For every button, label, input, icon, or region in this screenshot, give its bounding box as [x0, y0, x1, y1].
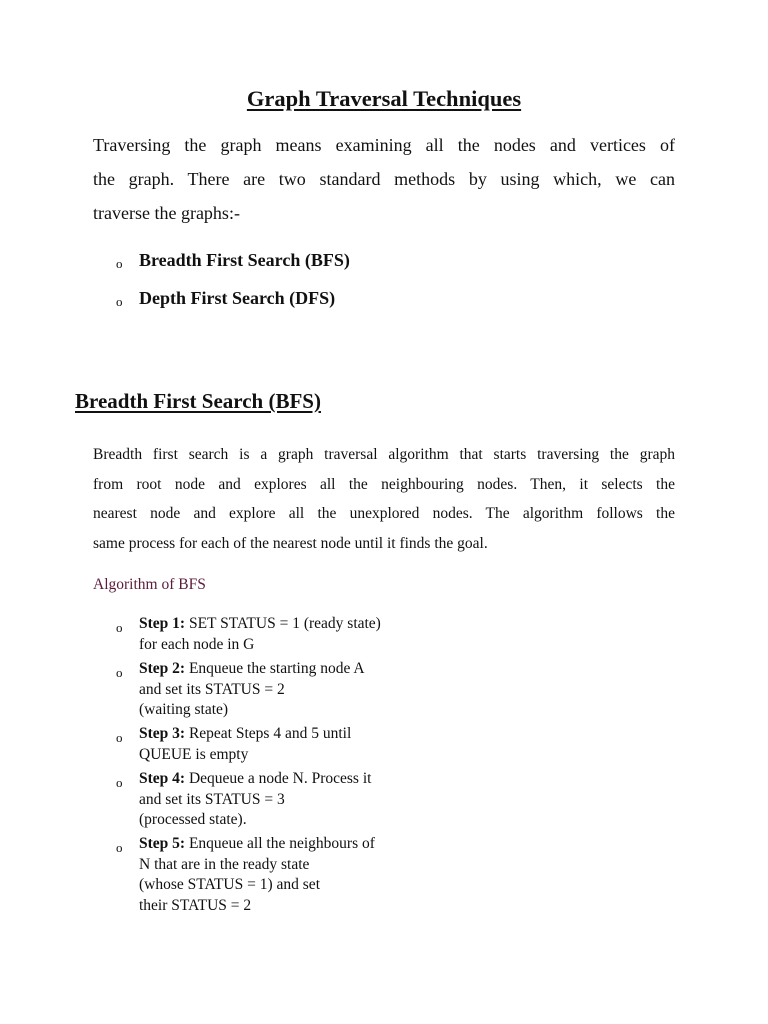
intro-line: the graph. There are two standard methods by using which, we can — [93, 169, 675, 189]
bfs-paragraph — [93, 440, 675, 558]
step-text: Dequeue a node N. Process it — [185, 770, 372, 787]
bullet-icon: o — [116, 620, 123, 635]
step-label: Step 3: — [139, 725, 186, 742]
step-line: (waiting state) — [139, 701, 229, 718]
step-line: QUEUE is empty — [139, 745, 249, 763]
paragraph-line: from root node and explores all the neighbouring nodes. Then, it selects the — [93, 475, 675, 493]
step-line: and set its STATUS = 2 — [139, 680, 285, 698]
page-title: Graph Traversal Techniques — [246, 86, 522, 111]
intro-line: traverse the graphs:- — [93, 203, 240, 223]
step-label: Step 5: — [139, 835, 186, 852]
bullet-icon: o — [116, 730, 123, 745]
step-line — [139, 769, 371, 790]
bullet-icon: o — [116, 294, 123, 309]
step-label: Step 4: — [139, 770, 186, 787]
step-line — [139, 659, 365, 680]
bullet-icon: o — [116, 665, 123, 680]
step-content — [139, 834, 375, 916]
bullet-icon: o — [116, 775, 123, 790]
intro-paragraph — [93, 128, 675, 230]
step-line — [139, 614, 381, 635]
step-content — [139, 659, 365, 721]
step-text: Enqueue all the neighbours of — [185, 835, 375, 852]
step-text: Enqueue the starting node A — [185, 660, 365, 677]
step-line: N that are in the ready state — [139, 855, 310, 873]
intro-line: Traversing the graph means examining all the nodes and vertices of — [93, 135, 675, 155]
step-text: Repeat Steps 4 and 5 until — [185, 725, 352, 742]
step-content — [139, 769, 371, 831]
paragraph-line: same process for each of the nearest node until it finds the goal. — [93, 534, 488, 552]
step-text: SET STATUS = 1 (ready state) — [185, 615, 381, 632]
step-line: their STATUS = 2 — [139, 896, 252, 914]
step-line — [139, 834, 375, 855]
step-line: and set its STATUS = 3 — [139, 790, 285, 808]
step-line: (processed state). — [139, 811, 247, 828]
step-content — [139, 724, 351, 765]
step-line: (whose STATUS = 1) and set — [139, 876, 320, 893]
bullet-icon: o — [116, 256, 123, 271]
step-line — [139, 724, 351, 745]
method-label: Breadth First Search (BFS) — [139, 250, 350, 270]
algorithm-heading: Algorithm of BFS — [93, 576, 206, 593]
step-line: for each node in G — [139, 635, 255, 653]
method-label: Depth First Search (DFS) — [139, 288, 336, 308]
step-label: Step 1: — [139, 615, 186, 632]
paragraph-line: nearest node and explore all the unexplored nodes. The algorithm follows the — [93, 505, 675, 522]
step-label: Step 2: — [139, 660, 186, 677]
paragraph-line: Breadth first search is a graph traversal algorithm that starts traversing the graph — [93, 446, 675, 463]
step-content — [139, 614, 381, 655]
bfs-section-heading: Breadth First Search (BFS) — [75, 389, 321, 413]
bullet-icon: o — [116, 840, 123, 855]
